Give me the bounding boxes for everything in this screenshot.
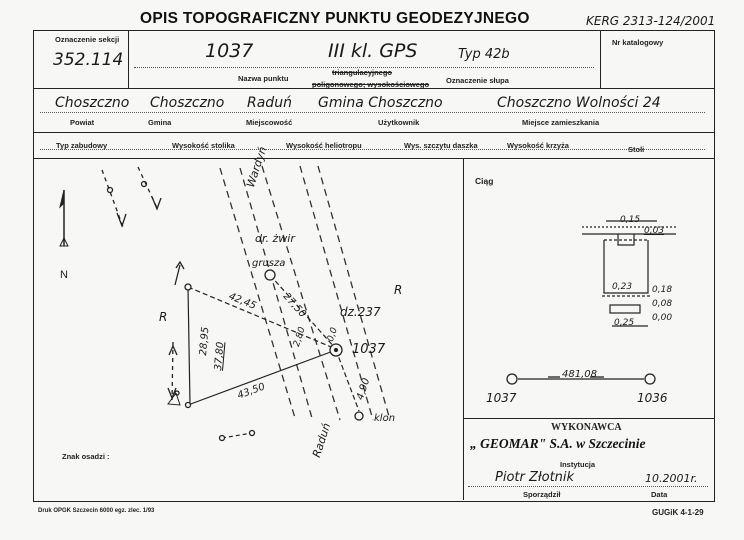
pillar-label: Oznaczenie słupa <box>446 76 509 85</box>
left-arrows <box>102 167 184 400</box>
prepared-by-label: Sporządził <box>523 490 561 499</box>
reference-number: KERG 2313-124/2001 <box>586 14 716 28</box>
dim-inner: 0,23 <box>612 282 633 292</box>
distance-490: 4,90 <box>355 376 373 402</box>
traverse-distance: 481,08 <box>562 369 597 380</box>
distance-280: 2,80 <box>292 325 308 349</box>
distance-4350: 43,50 <box>235 381 267 402</box>
commune-value: Choszczno <box>150 95 225 111</box>
traverse-left-point: 1037 <box>486 391 517 405</box>
arable-right-label: R <box>394 283 403 297</box>
svg-text:N: N <box>60 269 68 281</box>
arable-left-label: R <box>159 310 168 324</box>
radun-road-label: Raduń <box>310 421 334 460</box>
poligon-label: poligonowego; wysokościowego <box>312 80 430 89</box>
institution-label: Instytucja <box>560 460 596 469</box>
stoli-label: Stoli <box>628 145 645 154</box>
plot-label: dz.237 <box>340 305 381 319</box>
prepared-date: 10.2001r. <box>645 472 698 485</box>
section-value: 352.114 <box>53 50 124 70</box>
residence-label: Miejsce zamieszkania <box>522 118 600 127</box>
cross-height-label: Wysokość krzyża <box>507 141 569 150</box>
dim-h2: 0,08 <box>652 299 673 309</box>
traverse-right-point: 1036 <box>637 391 668 405</box>
locality-label: Miejscowość <box>246 118 293 127</box>
prepared-by: Piotr Złotnik <box>495 470 575 485</box>
maple-label: klon <box>374 413 396 424</box>
pear-tree-label: grusza <box>252 258 286 269</box>
building-type-label: Typ zabudowy <box>56 141 108 150</box>
table-height-label: Wysokość stolika <box>172 141 235 150</box>
distance-00: 0,0 <box>326 326 340 344</box>
traverse-label: Ciąg <box>475 176 494 186</box>
date-label: Data <box>651 490 668 499</box>
dim-bottom: 0,25 <box>614 318 635 328</box>
heliotrope-height-label: Wysokość heliotropu <box>286 141 362 150</box>
locality-value: Raduń <box>247 95 292 111</box>
point-type: Typ 42b <box>458 47 510 62</box>
dim-top: 0,15 <box>620 215 641 225</box>
dim-h1: 0,18 <box>652 285 673 295</box>
point-class: III kl. GPS <box>328 40 418 62</box>
company-name: „ GEOMAR" S.A. w Szczecinie <box>470 436 646 451</box>
commune-label: Gmina <box>148 118 172 127</box>
triang-label: triangulacyjnego <box>332 68 393 77</box>
point-number: 1037 <box>205 40 254 62</box>
distance-3780: 37,80 <box>213 341 227 371</box>
north-arrow-icon <box>60 190 68 281</box>
county-label: Powiat <box>70 118 95 127</box>
wardyn-label: Wardyń <box>244 145 270 190</box>
distance-2750: 27,50 <box>280 291 308 320</box>
catalog-label: Nr katalogowy <box>612 38 664 47</box>
dim-h3: 0,00 <box>652 313 673 323</box>
gravel-road-label: dr. żwir <box>255 232 295 245</box>
section-label: Oznaczenie sekcji <box>55 35 120 44</box>
point-number-label: 1037 <box>352 342 386 357</box>
form-code: GUGiK 4-1-29 <box>652 508 704 517</box>
residence-value: Choszczno Wolności 24 <box>497 95 661 111</box>
mark-legend: Znak osadzi : <box>62 452 110 461</box>
county-value: Choszczno <box>55 95 130 111</box>
name-label: Nazwa punktu <box>238 74 289 83</box>
document-title: OPIS TOPOGRAFICZNY PUNKTU GEODEZYJNEGO <box>140 10 530 27</box>
user-label: Użytkownik <box>378 118 420 127</box>
distance-4245: 42,45 <box>226 291 258 312</box>
print-info: Druk OPGK Szczecin 6000 egz. zlec. 1/93 <box>38 508 155 514</box>
executor-label: WYKONAWCA <box>551 422 622 433</box>
pillar-cross-section <box>582 221 676 326</box>
user-value: Gmina Choszczno <box>318 95 443 111</box>
dim-side: 0,03 <box>644 226 665 236</box>
distance-2895: 28,95 <box>198 326 212 356</box>
roof-height-label: Wys. szczytu daszka <box>404 141 478 150</box>
